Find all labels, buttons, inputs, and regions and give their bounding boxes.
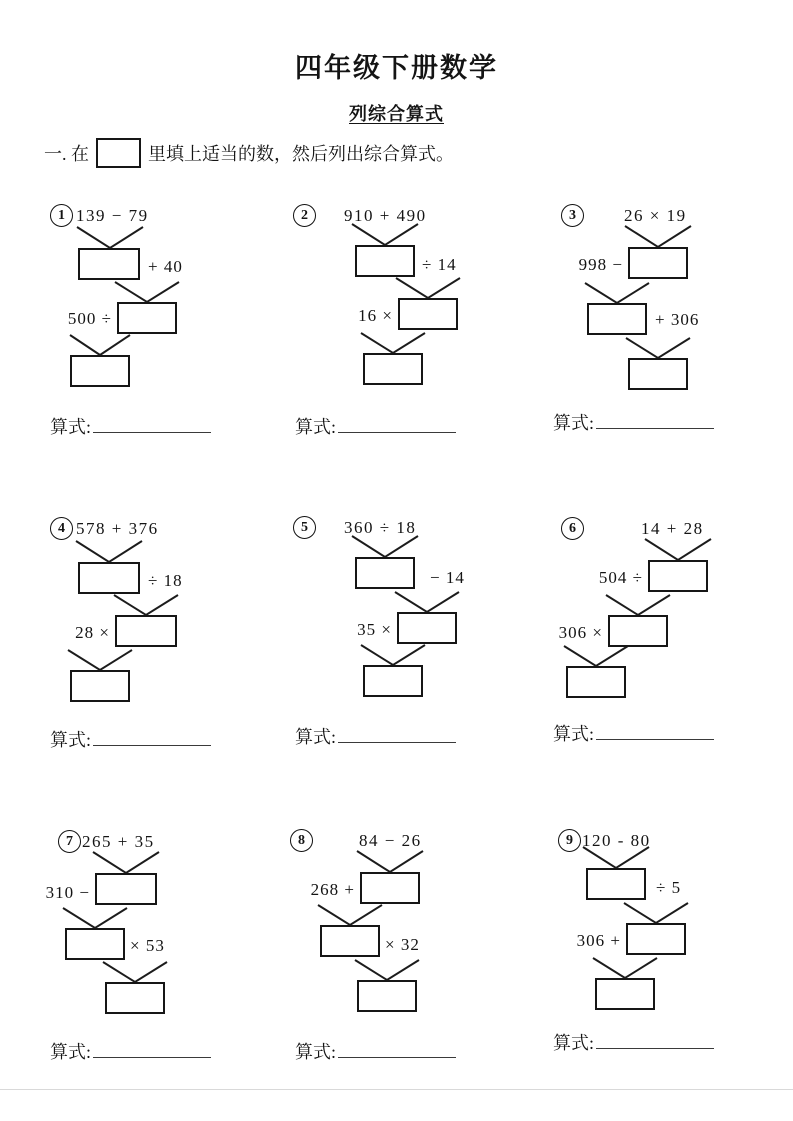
problem-expression: 910 + 490 [344,205,427,225]
v-arrow [625,226,691,247]
problem-2 [285,200,535,500]
suanshi-label: 算式: [553,724,595,744]
v-arrow [593,958,657,978]
expression-answer-blank[interactable] [338,1042,456,1058]
expression-answer-blank[interactable] [596,1033,714,1049]
answer-box-3[interactable] [628,358,688,390]
v-arrow [68,650,132,670]
answer-box-3[interactable] [357,980,417,1012]
answer-box-2[interactable] [626,923,686,955]
v-arrow [396,278,460,298]
answer-box-2[interactable] [65,928,125,960]
v-arrow [77,227,143,248]
v-arrow [361,645,425,665]
flow-arrows [540,825,790,1121]
answer-box-3[interactable] [566,666,626,698]
problem-number: 9 [558,829,581,852]
operator-label-1: 504 ÷ [598,568,643,587]
operator-label-1: + 40 [148,257,183,276]
problem-number: 1 [50,204,73,227]
answer-box-3[interactable] [363,665,423,697]
v-arrow [76,541,142,562]
problem-number: 4 [50,517,73,540]
operator-label-2: 500 ÷ [67,309,112,328]
answer-box-2[interactable] [398,298,458,330]
answer-box-1[interactable] [355,245,415,277]
v-arrow [585,283,649,303]
v-arrow [352,536,418,557]
v-arrow [645,539,711,560]
suanshi-label: 算式: [50,730,92,750]
problem-expression: 360 ÷ 18 [344,517,417,537]
answer-box-3[interactable] [595,978,655,1010]
problem-number: 2 [293,204,316,227]
problem-expression: 120 - 80 [582,830,651,850]
problem-6 [540,512,790,812]
problem-8 [285,825,535,1121]
answer-box-1[interactable] [648,560,708,592]
flow-arrows [40,200,290,500]
operator-label-1: 268 + [310,880,355,899]
operator-label-1: − 14 [430,568,465,587]
answer-box-1[interactable] [628,247,688,279]
v-arrow [626,338,690,358]
v-arrow [352,224,418,245]
operator-label-2: 16 × [358,306,393,325]
problem-number: 7 [58,830,81,853]
operator-label-1: ÷ 18 [148,571,183,590]
flow-arrows [540,512,790,812]
answer-box-1[interactable] [355,557,415,589]
answer-box-3[interactable] [70,355,130,387]
v-arrow [70,335,130,355]
v-arrow [63,908,127,928]
suanshi-label: 算式: [295,1042,337,1062]
v-arrow [624,903,688,923]
problem-5 [285,512,535,812]
answer-box-2[interactable] [320,925,380,957]
v-arrow [395,592,459,612]
problem-expression: 265 + 35 [82,831,155,851]
answer-box-2[interactable] [608,615,668,647]
v-arrow [606,595,670,615]
expression-answer-blank[interactable] [93,417,211,433]
operator-label-2: 28 × [75,623,110,642]
operator-label-1: ÷ 5 [656,878,682,897]
operator-label-2: 306 + [576,931,621,950]
operator-label-2: 35 × [357,620,392,639]
expression-answer-blank[interactable] [338,417,456,433]
problem-9 [540,825,790,1121]
problem-number: 3 [561,204,584,227]
flow-arrows [40,825,290,1121]
answer-box-1[interactable] [586,868,646,900]
operator-label-2: × 53 [130,936,165,955]
v-arrow [103,962,167,982]
suanshi-label: 算式: [295,727,337,747]
v-arrow [115,282,179,302]
problem-4 [40,512,290,812]
problem-number: 5 [293,516,316,539]
v-arrow [114,595,178,615]
operator-label-1: 310 − [45,883,90,902]
expression-answer-blank[interactable] [596,413,714,429]
suanshi-label: 算式: [553,1033,595,1053]
instruction-line [44,138,454,168]
problem-expression: 578 + 376 [76,518,159,538]
answer-box-2[interactable] [117,302,177,334]
answer-box-2[interactable] [115,615,177,647]
problem-expression: 26 × 19 [624,205,687,225]
expression-answer-blank[interactable] [596,724,714,740]
flow-arrows [285,825,535,1121]
problem-number: 8 [290,829,313,852]
page-bottom-separator [0,1089,793,1090]
answer-box-3[interactable] [105,982,165,1014]
expression-answer-blank[interactable] [93,730,211,746]
answer-box-2[interactable] [587,303,647,335]
example-fill-box [96,138,141,168]
suanshi-label: 算式: [50,417,92,437]
answer-box-1[interactable] [360,872,420,904]
flow-arrows [40,512,290,812]
answer-box-1[interactable] [78,562,140,594]
answer-box-1[interactable] [78,248,140,280]
operator-label-1: ÷ 14 [422,255,457,274]
problem-expression: 14 + 28 [641,518,704,538]
answer-box-3[interactable] [363,353,423,385]
v-arrow [357,851,423,872]
worksheet-title: 四年级下册数学 [295,53,498,83]
instruction-prefix: 一. 在 [44,144,89,164]
problem-3 [540,200,790,500]
operator-label-2: + 306 [655,310,700,329]
suanshi-label: 算式: [553,413,595,433]
answer-box-1[interactable] [95,873,157,905]
operator-label-2: 306 × [558,623,603,642]
worksheet-subtitle: 列综合算式 [349,104,444,124]
v-arrow [564,646,628,666]
problem-expression: 84 − 26 [359,830,422,850]
problem-number: 6 [561,517,584,540]
expression-answer-blank[interactable] [338,727,456,743]
suanshi-label: 算式: [50,1042,92,1062]
v-arrow [93,852,159,873]
problem-1 [40,200,290,500]
operator-label-1: 998 − [578,255,623,274]
flow-arrows [540,200,790,500]
suanshi-label: 算式: [295,417,337,437]
expression-answer-blank[interactable] [93,1042,211,1058]
instruction-suffix: 里填上适当的数，然后列出综合算式。 [148,144,454,164]
problem-7 [40,825,290,1121]
operator-label-2: × 32 [385,935,420,954]
answer-box-2[interactable] [397,612,457,644]
v-arrow [361,333,425,353]
answer-box-3[interactable] [70,670,130,702]
v-arrow [355,960,419,980]
v-arrow [318,905,382,925]
problem-expression: 139 − 79 [76,205,149,225]
